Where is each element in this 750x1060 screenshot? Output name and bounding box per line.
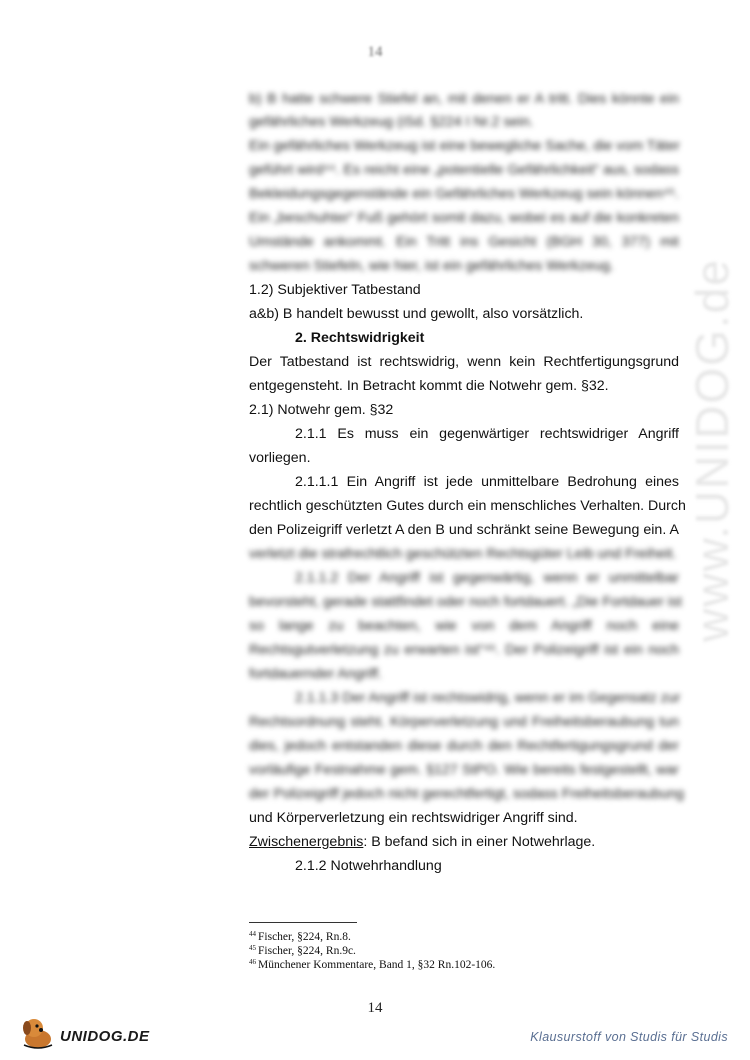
text-line: verletzt die strafrechtlich geschützten Rechtsgüter Leib und Freiheit.	[249, 546, 677, 562]
heading-notwehrhandlung: 2.1.2 Notwehrhandlung	[295, 858, 442, 874]
footnote-number: 45	[249, 944, 256, 952]
text-line: Ein „beschuhter“ Fuß gehört somit dazu, wobei es auf die konkreten	[249, 210, 679, 226]
text-line: 2.1.1.3 Der Angriff ist rechtswidrig, wenn er im Gegensatz zur	[295, 690, 681, 706]
text-line: vorliegen.	[249, 450, 311, 466]
text-line: dies, jedoch entstanden diese durch den Rechtfertigungsgrund der	[249, 738, 679, 754]
text-line: a&b) B handelt bewusst und gewollt, also vorsätzlich.	[249, 306, 584, 322]
zwischenergebnis-text: : B befand sich in einer Notwehrlage.	[363, 834, 596, 850]
zwischenergebnis-label: Zwischenergebnis	[249, 834, 364, 850]
text-line: 2.1.1.1 Ein Angriff ist jede unmittelbare Bedrohung eines	[295, 474, 679, 490]
text-line: vorläufige Festnahme gem. §127 StPO. Wie bereits festgestellt, war	[249, 762, 679, 778]
text-line: Ein gefährliches Werkzeug ist eine bewegliche Sache, die vom Täter	[249, 138, 680, 154]
heading-rechtswidrigkeit: 2. Rechtswidrigkeit	[295, 330, 425, 346]
text-line: Umstände ankommt. Ein Tritt ins Gesicht (BGH 30, 377) mit	[249, 234, 679, 250]
text-line: b) B hatte schwere Stiefel an, mit denen er A tritt. Dies könnte ein	[249, 91, 679, 107]
text-line: schweren Stiefeln, wie hier, ist ein gefährliches Werkzeug.	[249, 258, 614, 274]
page-number-bottom: 14	[367, 1000, 383, 1016]
watermark: www.UNIDOG.de	[686, 258, 738, 642]
text-line: geführt wird⁴⁴. Es reicht eine „potentielle Gefährlichkeit“ aus, sodass	[249, 162, 679, 178]
text-line: der Polizeigriff jedoch nicht gerechtfertigt, sodass Freiheitsberaubung	[249, 786, 685, 802]
text-line: fortdauernder Angriff.	[249, 666, 383, 682]
footnote-number: 46	[249, 958, 256, 966]
text-line: entgegensteht. In Betracht kommt die Notwehr gem. §32.	[249, 378, 609, 394]
heading-notwehr: 2.1) Notwehr gem. §32	[249, 402, 394, 418]
text-line: gefährliches Werkzeug (iSd. §224 I Nr.2 sein.	[249, 114, 534, 130]
zwischenergebnis-line	[249, 833, 679, 851]
footnote-separator	[249, 922, 357, 923]
unidog-logo	[20, 1015, 160, 1051]
footnote-number: 44	[249, 930, 256, 938]
text-line: rechtlich geschützten Gutes durch ein menschliches Verhalten. Durch	[249, 498, 686, 514]
text-line: bevorsteht, gerade stattfindet oder noch fortdauert. „Die Fortdauer ist	[249, 594, 682, 610]
footnote-text: Münchener Kommentare, Band 1, §32 Rn.102-106.	[258, 959, 496, 971]
footnote-text: Fischer, §224, Rn.8.	[258, 931, 351, 943]
text-line: Rechtsordnung steht. Körperverletzung und Freiheitsberaubung tun	[249, 714, 679, 730]
footer-tagline: Klausurstoff von Studis für Studis	[530, 1030, 728, 1044]
footnote-text: Fischer, §224, Rn.9c.	[258, 945, 356, 957]
text-line: 2.1.1.2 Der Angriff ist gegenwärtig, wenn er unmittelbar	[295, 570, 679, 586]
footnote-46	[249, 956, 495, 972]
text-line: Rechtsgutverletzung zu erwarten ist“⁴⁶. Der Polizeigriff ist ein noch	[249, 642, 679, 658]
text-line: den Polizeigriff verletzt A den B und schränkt seine Bewegung ein. A	[249, 522, 679, 538]
text-line: 2.1.1 Es muss ein gegenwärtiger rechtswidriger Angriff	[295, 426, 679, 442]
text-line: Bekleidungsgegenstände ein Gefährliches Werkzeug sein können⁴⁵.	[249, 186, 679, 202]
heading-subjektiver-tatbestand: 1.2) Subjektiver Tatbestand	[249, 282, 421, 298]
text-line: und Körperverletzung ein rechtswidriger Angriff sind.	[249, 810, 578, 826]
text-line: Der Tatbestand ist rechtswidrig, wenn kein Rechtfertigungsgrund	[249, 354, 679, 370]
text-line: so lange zu beachten, wie von dem Angriff noch eine	[249, 618, 679, 634]
logo-text: UNIDOG.DE	[60, 1028, 150, 1045]
page-number-top: 14	[367, 44, 383, 60]
dog-icon	[20, 1015, 60, 1051]
